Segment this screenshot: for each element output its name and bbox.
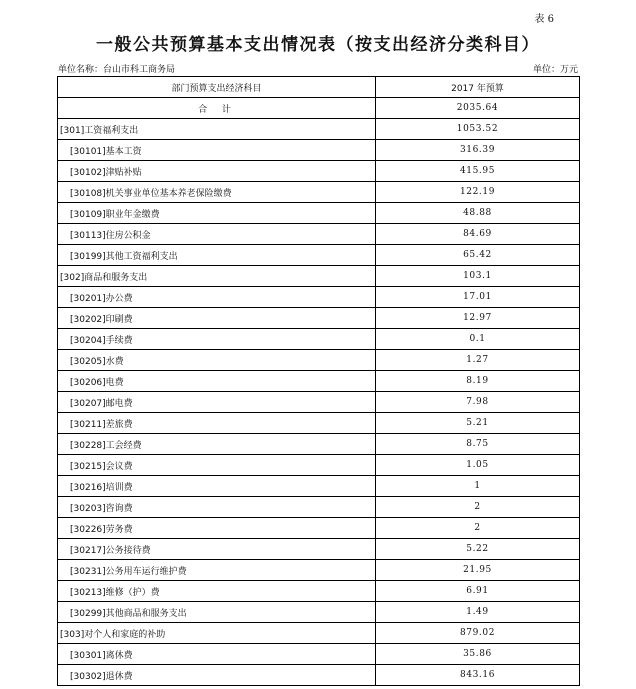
- table-row: [58, 119, 580, 140]
- row-label: [30199]其他工资福利支出: [58, 245, 376, 266]
- budget-table: [57, 76, 580, 686]
- page-title: 一般公共预算基本支出情况表（按支出经济分类科目）: [96, 35, 540, 55]
- total-value: 2035.64: [376, 98, 580, 119]
- row-value: 8.19: [376, 371, 580, 392]
- table-row: [58, 182, 580, 203]
- row-value: 8.75: [376, 434, 580, 455]
- row-value: 879.02: [376, 623, 580, 644]
- row-label: [301]工资福利支出: [58, 119, 376, 140]
- row-value: 415.95: [376, 161, 580, 182]
- row-label: [30201]办公费: [58, 287, 376, 308]
- row-label: [30228]工会经费: [58, 434, 376, 455]
- row-label: [30217]公务接待费: [58, 539, 376, 560]
- row-value: 12.97: [376, 308, 580, 329]
- row-label: [30113]住房公积金: [58, 224, 376, 245]
- row-label: [303]对个人和家庭的补助: [58, 623, 376, 644]
- row-value: 21.95: [376, 560, 580, 581]
- row-label: [30207]邮电费: [58, 392, 376, 413]
- table-row: [58, 476, 580, 497]
- row-value: 316.39: [376, 140, 580, 161]
- table-row: [58, 329, 580, 350]
- row-label: [30203]咨询费: [58, 497, 376, 518]
- row-value: 0.1: [376, 329, 580, 350]
- row-value: 2: [376, 518, 580, 539]
- row-label: [30101]基本工资: [58, 140, 376, 161]
- table-row: [58, 434, 580, 455]
- row-value: 7.98: [376, 392, 580, 413]
- table-row: [58, 581, 580, 602]
- row-label: [302]商品和服务支出: [58, 266, 376, 287]
- row-value: 5.21: [376, 413, 580, 434]
- row-value: 843.16: [376, 665, 580, 686]
- row-value: 1.27: [376, 350, 580, 371]
- table-row: [58, 350, 580, 371]
- row-value: 1.49: [376, 602, 580, 623]
- row-label: [30204]手续费: [58, 329, 376, 350]
- table-meta: [58, 62, 578, 76]
- row-value: 103.1: [376, 266, 580, 287]
- table-row: [58, 224, 580, 245]
- row-label: [30301]离休费: [58, 644, 376, 665]
- table-row: [58, 245, 580, 266]
- row-label: [30108]机关事业单位基本养老保险缴费: [58, 182, 376, 203]
- table-header-row: [58, 77, 580, 98]
- row-value: 5.22: [376, 539, 580, 560]
- table-row: [58, 602, 580, 623]
- row-label: [30226]劳务费: [58, 518, 376, 539]
- row-value: 1: [376, 476, 580, 497]
- total-row: [58, 98, 580, 119]
- row-value: 17.01: [376, 287, 580, 308]
- table-row: [58, 203, 580, 224]
- table-row: [58, 392, 580, 413]
- table-number: 表 6: [534, 14, 554, 25]
- row-label: [30216]培训费: [58, 476, 376, 497]
- row-label: [30231]公务用车运行维护费: [58, 560, 376, 581]
- row-label: [30205]水费: [58, 350, 376, 371]
- row-label: [30109]职业年金缴费: [58, 203, 376, 224]
- row-value: 2: [376, 497, 580, 518]
- row-label: [30211]差旅费: [58, 413, 376, 434]
- table-row: [58, 455, 580, 476]
- money-unit-label: 单位：万元: [532, 65, 578, 75]
- row-value: 84.69: [376, 224, 580, 245]
- row-label: [30206]电费: [58, 371, 376, 392]
- row-label: [30302]退休费: [58, 665, 376, 686]
- table-row: [58, 287, 580, 308]
- table-row: [58, 623, 580, 644]
- header-budget: 2017 年预算: [376, 77, 580, 98]
- row-value: 6.91: [376, 581, 580, 602]
- row-value: 48.88: [376, 203, 580, 224]
- row-label: [30202]印刷费: [58, 308, 376, 329]
- unit-name-label: 单位名称：台山市科工商务局: [58, 65, 176, 75]
- table-row: [58, 665, 580, 686]
- table-row: [58, 518, 580, 539]
- row-value: 1053.52: [376, 119, 580, 140]
- table-row: [58, 161, 580, 182]
- row-label: [30299]其他商品和服务支出: [58, 602, 376, 623]
- table-row: [58, 266, 580, 287]
- row-value: 122.19: [376, 182, 580, 203]
- table-row: [58, 497, 580, 518]
- row-value: 35.86: [376, 644, 580, 665]
- row-label: [30213]维修（护）费: [58, 581, 376, 602]
- table-row: [58, 539, 580, 560]
- row-value: 65.42: [376, 245, 580, 266]
- table-row: [58, 308, 580, 329]
- table-row: [58, 371, 580, 392]
- row-value: 1.05: [376, 455, 580, 476]
- table-body: [58, 98, 580, 686]
- table-row: [58, 140, 580, 161]
- row-label: [30215]会议费: [58, 455, 376, 476]
- table-row: [58, 644, 580, 665]
- table-row: [58, 560, 580, 581]
- row-label: [30102]津贴补贴: [58, 161, 376, 182]
- table-row: [58, 413, 580, 434]
- header-item: 部门预算支出经济科目: [58, 77, 376, 98]
- total-label: 合 计: [58, 98, 376, 119]
